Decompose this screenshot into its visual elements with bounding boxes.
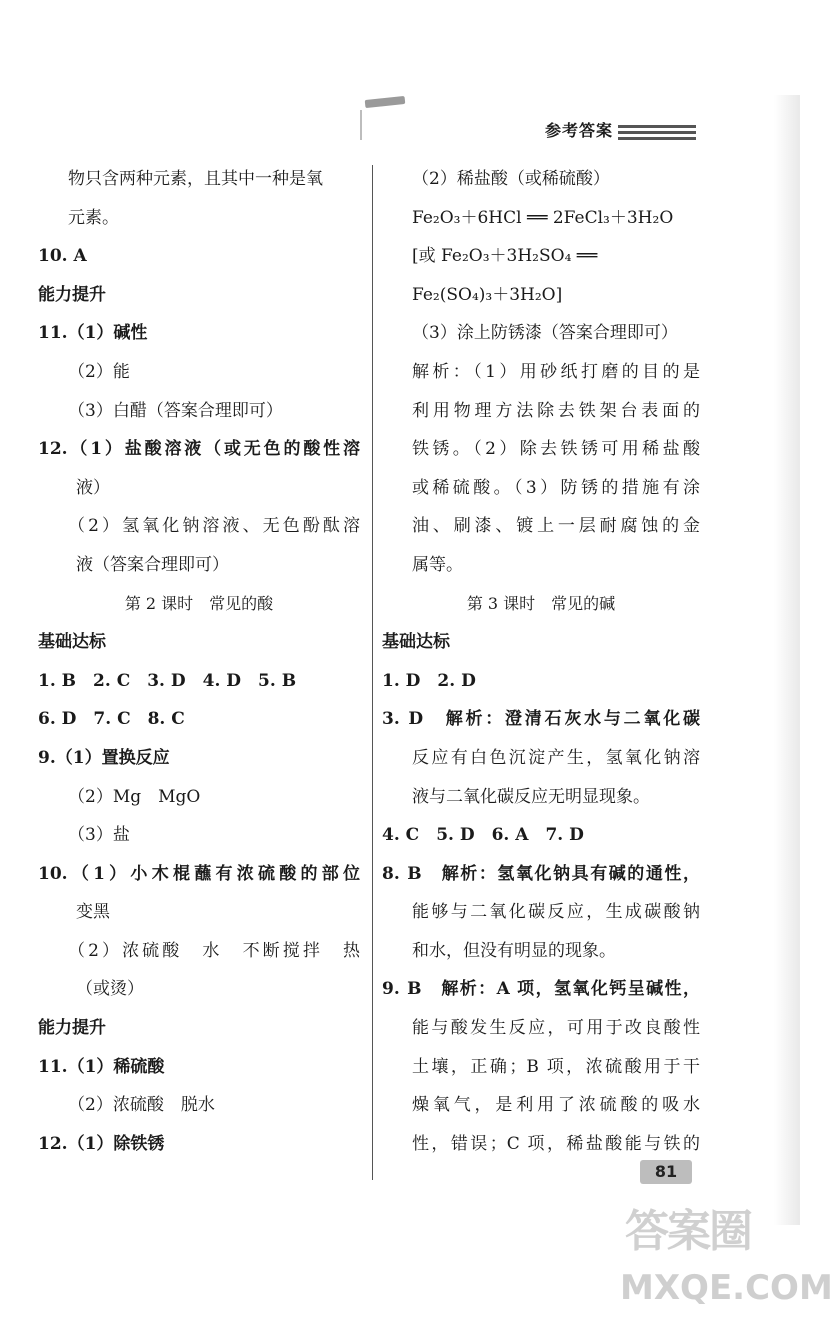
text-line: （3）白醋（答案合理即可）: [68, 400, 283, 421]
text-line: 油、刷漆、镀上一层耐腐蚀的金: [412, 516, 700, 537]
left-column: [38, 160, 360, 1163]
text-line: 11.（1）碱性: [38, 323, 148, 344]
text-line: 11.（1）稀硫酸: [38, 1056, 165, 1077]
watermark-logo: 答案圈: [625, 1206, 751, 1257]
text-line: Fe₂(SO₄)₃＋3H₂O]: [412, 284, 563, 305]
text-line: 1. B 2. C 3. D 4. D 5. B: [38, 670, 297, 691]
binding-mark: [365, 96, 406, 108]
text-line: 10. A: [38, 246, 87, 267]
text-line: （或烫）: [76, 979, 144, 1000]
text-line: 液与二氧化碳反应无明显现象。: [412, 786, 650, 807]
text-line: 4. C 5. D 6. A 7. D: [382, 825, 584, 846]
page-edge-shadow: [774, 95, 800, 1225]
text-line: 能力提升: [38, 1018, 106, 1039]
header-label: 参考答案: [545, 121, 614, 140]
text-line: 反应有白色沉淀产生，氢氧化钠溶: [412, 747, 700, 768]
text-line: Fe₂O₃＋6HCl ══ 2FeCl₃＋3H₂O: [412, 207, 674, 228]
binding-tick: [360, 110, 362, 140]
text-line: [或 Fe₂O₃＋3H₂SO₄ ══: [412, 246, 598, 267]
header-decoration: [618, 125, 696, 143]
right-column: [382, 160, 700, 1163]
text-line: （3）盐: [68, 825, 130, 846]
text-line: 3. D 解析：澄清石灰水与二氧化碳: [382, 709, 700, 730]
text-line: 基础达标: [38, 632, 106, 653]
text-line: 能与酸发生反应，可用于改良酸性: [412, 1018, 700, 1039]
text-line: 第 3 课时 常见的碱: [466, 593, 616, 613]
text-line: 能力提升: [38, 284, 106, 305]
text-line: 6. D 7. C 8. C: [38, 709, 185, 730]
text-line: （2）能: [68, 361, 130, 382]
text-line: （2）Mg MgO: [68, 786, 201, 807]
text-line: 物只含两种元素，且其中一种是氧: [68, 169, 323, 189]
text-line: 液）: [76, 477, 110, 498]
text-line: 第 2 课时 常见的酸: [124, 593, 274, 613]
text-line: 利用物理方法除去铁架台表面的: [412, 400, 700, 421]
text-line: （2）氢氧化钠溶液、无色酚酞溶: [68, 516, 360, 537]
text-line: 燥氧气，是利用了浓硫酸的吸水: [412, 1095, 700, 1116]
text-line: （2）浓硫酸 水 不断搅拌 热: [68, 940, 360, 961]
text-line: 解析：（1）用砂纸打磨的目的是: [412, 361, 700, 382]
text-line: 能够与二氧化碳反应，生成碳酸钠: [412, 902, 700, 923]
text-line: 12.（1）盐酸溶液（或无色的酸性溶: [38, 439, 360, 460]
text-line: 9. B 解析：A 项，氢氧化钙呈碱性，: [382, 979, 700, 1000]
text-line: （3）涂上防锈漆（答案合理即可）: [412, 323, 678, 344]
watermark-url: MXQE.COM: [620, 1268, 833, 1308]
text-line: （2）浓硫酸 脱水: [68, 1095, 215, 1116]
text-line: （2）稀盐酸（或稀硫酸）: [412, 169, 610, 189]
column-divider: [372, 165, 373, 1180]
text-line: 9.（1）置换反应: [38, 747, 170, 768]
text-line: 属等。: [412, 554, 463, 575]
text-line: 1. D 2. D: [382, 670, 476, 691]
text-line: 8. B 解析：氢氧化钠具有碱的通性，: [382, 863, 700, 884]
text-line: 液（答案合理即可）: [76, 554, 229, 575]
text-line: 和水，但没有明显的现象。: [412, 940, 616, 961]
text-line: 土壤，正确；B 项，浓硫酸用于干: [412, 1056, 700, 1077]
text-line: 性，错误；C 项，稀盐酸能与铁的: [412, 1133, 700, 1154]
text-line: 10.（1）小木棍蘸有浓硫酸的部位: [38, 863, 360, 884]
text-line: 元素。: [68, 207, 119, 228]
text-line: 变黑: [76, 902, 110, 923]
text-line: 铁锈。（2）除去铁锈可用稀盐酸: [412, 439, 700, 460]
text-line: 12.（1）除铁锈: [38, 1133, 165, 1154]
text-line: 基础达标: [382, 632, 450, 653]
page-number: 81: [640, 1160, 692, 1184]
text-line: 或稀硫酸。（3）防锈的措施有涂: [412, 477, 700, 498]
